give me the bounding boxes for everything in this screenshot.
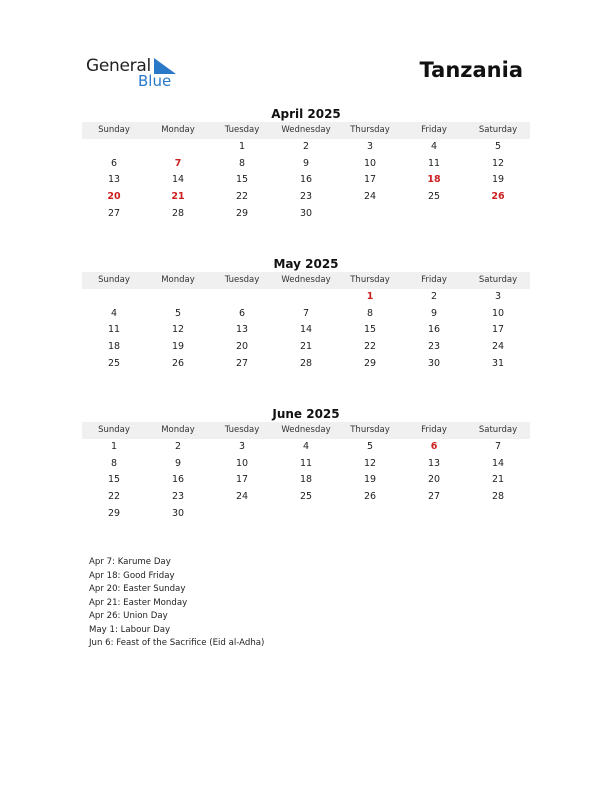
day-cell: 6	[110, 157, 118, 169]
holiday-day-cell: 26	[491, 191, 505, 203]
weekday-header: Wednesday	[281, 275, 331, 285]
day-cell: 24	[363, 191, 377, 203]
holiday-day-cell: 7	[174, 157, 182, 169]
day-cell: 29	[107, 507, 121, 519]
day-cell	[82, 139, 146, 156]
holiday-list-item: Apr 18: Good Friday	[89, 570, 175, 581]
week-row	[82, 306, 530, 323]
day-cell: 20	[427, 474, 441, 486]
day-cell: 2	[302, 141, 310, 152]
week-row	[82, 439, 530, 456]
day-cell: 8	[238, 157, 246, 169]
day-cell: 13	[107, 174, 121, 186]
month-title: May 2025	[273, 257, 339, 271]
day-cell	[338, 506, 402, 523]
day-cell: 16	[299, 174, 313, 186]
day-cell: 22	[363, 341, 377, 353]
day-cell	[402, 506, 466, 523]
week-row	[82, 472, 530, 489]
holiday-day-cell: 18	[427, 174, 441, 186]
day-cell	[210, 289, 274, 306]
day-cell: 5	[494, 141, 502, 152]
logo-general-text: General	[86, 56, 151, 76]
day-cell	[274, 506, 338, 523]
week-row	[82, 289, 530, 306]
day-cell: 25	[427, 191, 441, 203]
day-cell: 13	[235, 324, 249, 336]
day-cell: 9	[302, 157, 310, 169]
day-cell: 8	[110, 457, 118, 469]
day-cell	[210, 506, 274, 523]
holiday-list-item: Apr 20: Easter Sunday	[89, 584, 186, 594]
day-cell: 17	[363, 174, 377, 186]
day-cell: 7	[494, 441, 502, 452]
day-cell: 11	[427, 157, 441, 169]
day-cell: 26	[171, 357, 185, 369]
weekday-header: Monday	[161, 425, 195, 435]
day-cell: 24	[491, 341, 505, 353]
month-calendar	[82, 256, 530, 372]
day-cell: 7	[302, 307, 310, 319]
day-cell: 1	[110, 441, 118, 452]
day-cell: 4	[110, 307, 118, 319]
day-cell: 29	[235, 207, 249, 219]
weekday-header: Saturday	[478, 125, 518, 135]
day-cell: 10	[363, 157, 377, 169]
day-cell: 10	[491, 307, 505, 319]
weekday-header-row	[82, 122, 530, 139]
country-title: Tanzania	[419, 58, 523, 82]
holiday-list-item: Apr 7: Karume Day	[89, 557, 171, 567]
week-row	[82, 489, 530, 506]
weekday-header: Thursday	[350, 275, 390, 285]
day-cell: 19	[171, 341, 185, 353]
weekday-header-row	[82, 422, 530, 439]
weekday-header: Tuesday	[224, 275, 260, 285]
holiday-list-item: Apr 21: Easter Monday	[89, 597, 188, 608]
day-cell: 2	[430, 291, 438, 302]
holiday-day-cell: 6	[430, 441, 438, 452]
day-cell: 21	[299, 341, 313, 353]
day-cell: 19	[491, 174, 505, 186]
day-cell: 12	[171, 324, 185, 336]
day-cell: 29	[363, 357, 377, 369]
day-cell	[82, 289, 146, 306]
day-cell: 6	[238, 307, 246, 319]
logo-blue-text: Blue	[138, 72, 172, 90]
day-cell: 22	[107, 491, 121, 503]
day-cell: 14	[171, 174, 185, 186]
day-cell: 3	[494, 291, 502, 302]
day-cell: 24	[235, 491, 249, 503]
day-cell: 4	[302, 441, 310, 452]
weekday-header: Thursday	[350, 425, 390, 435]
day-cell	[146, 289, 210, 306]
weekday-header: Monday	[161, 275, 195, 285]
day-cell: 11	[107, 324, 121, 336]
week-row	[82, 456, 530, 473]
day-cell: 18	[299, 474, 313, 486]
day-cell: 10	[235, 457, 249, 469]
week-row	[82, 322, 530, 339]
day-cell: 12	[363, 457, 377, 469]
weekday-header: Wednesday	[281, 425, 331, 435]
day-cell: 11	[299, 457, 313, 469]
weekday-header: Thursday	[350, 125, 390, 135]
day-cell: 14	[491, 457, 505, 469]
day-cell: 5	[174, 307, 182, 319]
month-calendar	[82, 406, 530, 522]
day-cell: 2	[174, 441, 182, 452]
weekday-header: Tuesday	[224, 125, 260, 135]
week-row	[82, 339, 530, 356]
weekday-header: Friday	[421, 125, 447, 135]
month-title: June 2025	[272, 407, 340, 421]
weekday-header: Sunday	[98, 425, 130, 435]
week-row	[82, 506, 530, 523]
day-cell: 5	[366, 441, 374, 452]
month-title: April 2025	[271, 107, 341, 121]
weekday-header-row	[82, 272, 530, 289]
day-cell: 30	[171, 507, 185, 519]
day-cell: 1	[238, 141, 246, 152]
day-cell: 16	[427, 324, 441, 336]
day-cell: 17	[491, 324, 505, 336]
holiday-list	[89, 556, 264, 651]
day-cell: 15	[235, 174, 249, 186]
month-calendar	[82, 106, 530, 222]
day-cell: 30	[427, 357, 441, 369]
day-cell: 16	[171, 474, 185, 486]
day-cell	[338, 206, 402, 223]
weekday-header: Saturday	[478, 275, 518, 285]
day-cell: 23	[427, 341, 441, 353]
week-row	[82, 356, 530, 373]
day-cell: 28	[491, 491, 505, 503]
holiday-day-cell: 21	[171, 191, 185, 203]
weekday-header: Monday	[161, 125, 195, 135]
day-cell: 28	[171, 207, 185, 219]
weekday-header: Saturday	[478, 425, 518, 435]
day-cell	[146, 139, 210, 156]
day-cell: 3	[366, 141, 374, 152]
weekday-header: Friday	[421, 275, 447, 285]
day-cell: 31	[491, 357, 505, 369]
day-cell	[402, 206, 466, 223]
weekday-header: Sunday	[98, 125, 130, 135]
day-cell: 30	[299, 207, 313, 219]
holiday-day-cell: 1	[366, 291, 374, 302]
week-row	[82, 156, 530, 173]
week-row	[82, 206, 530, 223]
day-cell: 25	[299, 491, 313, 503]
day-cell: 18	[107, 341, 121, 353]
day-cell: 15	[107, 474, 121, 486]
day-cell: 23	[171, 491, 185, 503]
weekday-header: Wednesday	[281, 125, 331, 135]
weekday-header: Tuesday	[224, 425, 260, 435]
day-cell: 22	[235, 191, 249, 203]
day-cell: 15	[363, 324, 377, 336]
week-row	[82, 139, 530, 156]
weekday-header: Friday	[421, 425, 447, 435]
week-row	[82, 172, 530, 189]
week-row	[82, 189, 530, 206]
day-cell: 25	[107, 357, 121, 369]
day-cell: 8	[366, 307, 374, 319]
day-cell: 12	[491, 157, 505, 169]
day-cell: 23	[299, 191, 313, 203]
day-cell: 14	[299, 324, 313, 336]
day-cell: 27	[427, 491, 441, 503]
day-cell	[466, 506, 530, 523]
day-cell: 20	[235, 341, 249, 353]
holiday-list-item: Jun 6: Feast of the Sacrifice (Eid al-Adha)	[89, 638, 265, 648]
day-cell: 4	[430, 141, 438, 152]
day-cell: 19	[363, 474, 377, 486]
day-cell	[274, 289, 338, 306]
day-cell: 26	[363, 491, 377, 503]
day-cell: 13	[427, 457, 441, 469]
logo	[86, 56, 186, 92]
day-cell	[466, 206, 530, 223]
day-cell: 27	[107, 207, 121, 219]
day-cell: 27	[235, 357, 249, 369]
holiday-list-item: Apr 26: Union Day	[89, 611, 168, 621]
day-cell: 17	[235, 474, 249, 486]
day-cell: 21	[491, 474, 505, 486]
day-cell: 9	[430, 307, 438, 319]
day-cell: 3	[238, 441, 246, 452]
day-cell: 9	[174, 457, 182, 469]
weekday-header: Sunday	[98, 275, 130, 285]
day-cell: 28	[299, 357, 313, 369]
holiday-day-cell: 20	[107, 191, 121, 203]
holiday-list-item: May 1: Labour Day	[89, 624, 171, 635]
